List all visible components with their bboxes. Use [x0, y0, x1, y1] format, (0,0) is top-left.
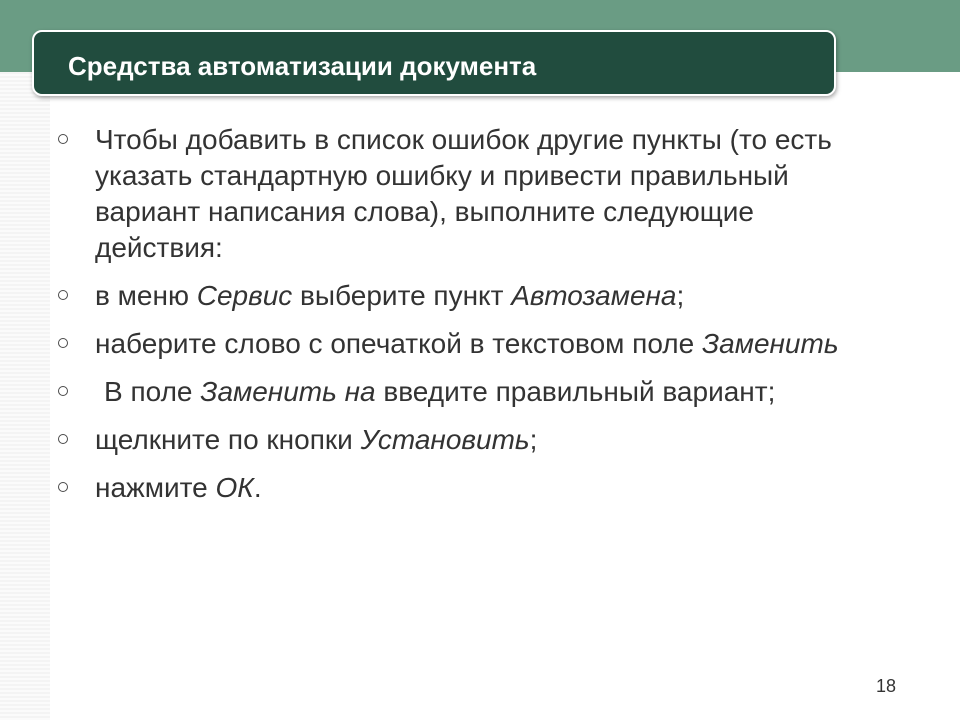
list-item-text	[95, 424, 537, 455]
italic-term-set: Установить	[360, 424, 530, 455]
text-segment: щелкните по кнопки	[95, 424, 361, 455]
list-item	[58, 122, 878, 266]
list-item	[58, 374, 878, 410]
bullet-circle-icon	[58, 134, 68, 144]
text-segment: ;	[676, 280, 685, 311]
bullet-circle-icon	[58, 434, 68, 444]
italic-term-replace-with: Заменить на	[200, 376, 376, 407]
list-item	[58, 422, 878, 458]
list-item-text	[95, 328, 839, 359]
text-segment: наберите слово с опечаткой в текстовом поле	[95, 328, 702, 359]
italic-term-autocorrect: Автозамена	[511, 280, 677, 311]
list-item	[58, 326, 878, 362]
text-segment: выберите пункт	[292, 280, 512, 311]
bullet-circle-icon	[58, 290, 68, 300]
slide-number: 18	[875, 676, 897, 696]
italic-term-service: Сервис	[196, 280, 293, 311]
list-item-text	[95, 280, 684, 311]
list-item-text: Чтобы добавить в список ошибок другие пункты (то есть указать стандартную ошибку и привести правильный вариант написания слова), выполните следующие действия:	[95, 124, 832, 263]
text-segment: в меню	[95, 280, 197, 311]
text-segment: нажмите	[95, 472, 216, 503]
decorative-left-stripe	[0, 72, 50, 720]
text-segment: введите правильный вариант;	[375, 376, 776, 407]
bullet-circle-icon	[58, 482, 68, 492]
italic-term-replace: Заменить	[701, 328, 839, 359]
bullet-list	[58, 122, 878, 518]
list-item	[58, 470, 878, 506]
slide-title: Средства автоматизации документа	[68, 51, 537, 81]
list-item-text	[95, 472, 262, 503]
text-segment: .	[253, 472, 262, 503]
list-item	[58, 278, 878, 314]
text-segment: ;	[529, 424, 538, 455]
italic-term-ok: ОК	[215, 472, 254, 503]
list-item-text	[95, 376, 775, 407]
bullet-circle-icon	[58, 386, 68, 396]
bullet-circle-icon	[58, 338, 68, 348]
title-bar	[32, 30, 836, 96]
text-segment: В поле	[104, 376, 201, 407]
